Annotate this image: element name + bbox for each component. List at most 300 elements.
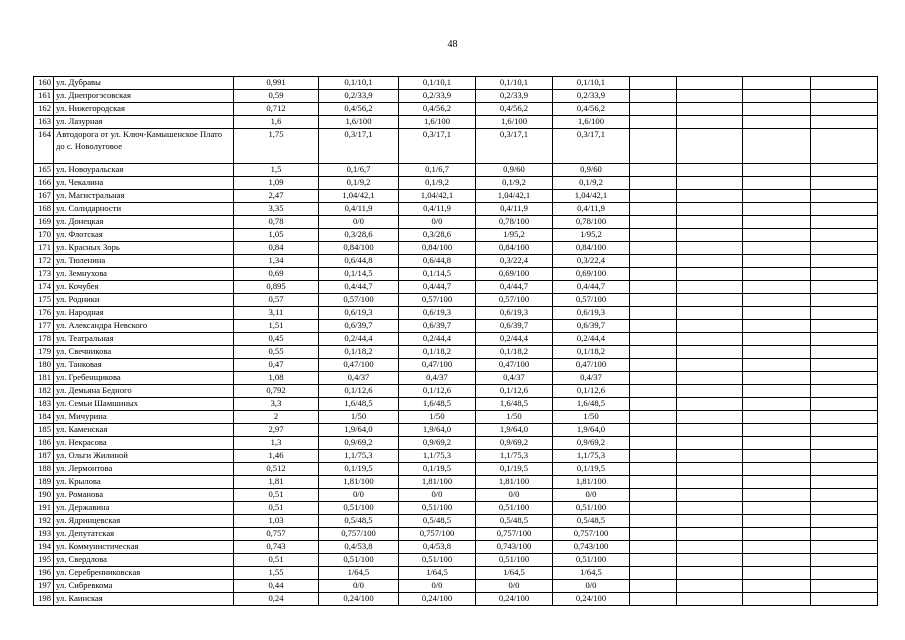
table-row bbox=[34, 333, 878, 346]
empty-cell bbox=[677, 346, 743, 359]
road-length: 0,84 bbox=[234, 242, 319, 255]
row-number: 188 bbox=[34, 463, 54, 476]
value-col-1: 0/0 bbox=[319, 580, 399, 593]
empty-cell bbox=[630, 229, 677, 242]
empty-cell bbox=[677, 437, 743, 450]
value-col-4: 0,4/44,7 bbox=[553, 281, 630, 294]
value-col-4: 1,6/100 bbox=[553, 116, 630, 129]
table-row bbox=[34, 463, 878, 476]
empty-cell bbox=[811, 190, 878, 203]
road-length: 0,743 bbox=[234, 541, 319, 554]
value-col-2: 0,57/100 bbox=[399, 294, 476, 307]
value-col-3: 0,6/39,7 bbox=[476, 320, 553, 333]
empty-cell bbox=[677, 90, 743, 103]
value-col-4: 0,1/12,6 bbox=[553, 385, 630, 398]
value-col-3: 0,9/60 bbox=[476, 164, 553, 177]
street-name: ул. Свердлова bbox=[54, 554, 234, 567]
value-col-1: 0,4/11,9 bbox=[319, 203, 399, 216]
empty-cell bbox=[630, 502, 677, 515]
street-name: ул. Кочубея bbox=[54, 281, 234, 294]
row-number: 186 bbox=[34, 437, 54, 450]
value-col-2: 0,3/17,1 bbox=[399, 129, 476, 164]
empty-cell bbox=[677, 385, 743, 398]
value-col-1: 1,81/100 bbox=[319, 476, 399, 489]
empty-cell bbox=[811, 268, 878, 281]
value-col-3: 0/0 bbox=[476, 580, 553, 593]
street-name: ул. Ольги Жилиной bbox=[54, 450, 234, 463]
empty-cell bbox=[743, 294, 811, 307]
value-col-4: 0,4/37 bbox=[553, 372, 630, 385]
value-col-4: 1/64,5 bbox=[553, 567, 630, 580]
empty-cell bbox=[811, 164, 878, 177]
empty-cell bbox=[743, 567, 811, 580]
value-col-2: 0/0 bbox=[399, 580, 476, 593]
value-col-4: 0,57/100 bbox=[553, 294, 630, 307]
value-col-2: 0/0 bbox=[399, 489, 476, 502]
street-name: ул. Народная bbox=[54, 307, 234, 320]
empty-cell bbox=[677, 281, 743, 294]
street-name: ул. Солидарности bbox=[54, 203, 234, 216]
empty-cell bbox=[677, 463, 743, 476]
value-col-4: 0,1/10,1 bbox=[553, 77, 630, 90]
table-row bbox=[34, 437, 878, 450]
empty-cell bbox=[743, 229, 811, 242]
table-row bbox=[34, 450, 878, 463]
row-number: 168 bbox=[34, 203, 54, 216]
empty-cell bbox=[743, 411, 811, 424]
table-row bbox=[34, 541, 878, 554]
value-col-3: 0,24/100 bbox=[476, 593, 553, 606]
street-name: ул. Некрасова bbox=[54, 437, 234, 450]
value-col-3: 0,3/17,1 bbox=[476, 129, 553, 164]
value-col-3: 0,2/33,9 bbox=[476, 90, 553, 103]
value-col-4: 0,9/60 bbox=[553, 164, 630, 177]
road-length: 1,75 bbox=[234, 129, 319, 164]
empty-cell bbox=[811, 320, 878, 333]
row-number: 179 bbox=[34, 346, 54, 359]
empty-cell bbox=[677, 203, 743, 216]
road-length: 0,44 bbox=[234, 580, 319, 593]
value-col-4: 0,78/100 bbox=[553, 216, 630, 229]
empty-cell bbox=[743, 90, 811, 103]
empty-cell bbox=[811, 216, 878, 229]
street-name: ул. Нижегородская bbox=[54, 103, 234, 116]
table-row bbox=[34, 489, 878, 502]
empty-cell bbox=[630, 255, 677, 268]
value-col-3: 0,9/69,2 bbox=[476, 437, 553, 450]
empty-cell bbox=[630, 164, 677, 177]
value-col-1: 0/0 bbox=[319, 216, 399, 229]
empty-cell bbox=[811, 229, 878, 242]
value-col-3: 0,1/19,5 bbox=[476, 463, 553, 476]
road-length: 1,81 bbox=[234, 476, 319, 489]
empty-cell bbox=[811, 450, 878, 463]
value-col-1: 1/64,5 bbox=[319, 567, 399, 580]
table-row bbox=[34, 411, 878, 424]
value-col-4: 0,47/100 bbox=[553, 359, 630, 372]
road-length: 1,51 bbox=[234, 320, 319, 333]
empty-cell bbox=[811, 346, 878, 359]
empty-cell bbox=[677, 450, 743, 463]
table-row bbox=[34, 580, 878, 593]
value-col-4: 0,757/100 bbox=[553, 528, 630, 541]
road-length: 0,51 bbox=[234, 554, 319, 567]
value-col-3: 0,51/100 bbox=[476, 554, 553, 567]
value-col-1: 0,1/18,2 bbox=[319, 346, 399, 359]
table-row bbox=[34, 567, 878, 580]
empty-cell bbox=[677, 116, 743, 129]
value-col-4: 0,69/100 bbox=[553, 268, 630, 281]
value-col-1: 0,1/6,7 bbox=[319, 164, 399, 177]
value-col-2: 0,757/100 bbox=[399, 528, 476, 541]
empty-cell bbox=[630, 528, 677, 541]
value-col-1: 0,4/37 bbox=[319, 372, 399, 385]
road-length: 1,09 bbox=[234, 177, 319, 190]
empty-cell bbox=[811, 567, 878, 580]
empty-cell bbox=[677, 229, 743, 242]
empty-cell bbox=[677, 77, 743, 90]
empty-cell bbox=[743, 385, 811, 398]
empty-cell bbox=[811, 463, 878, 476]
road-length: 1,34 bbox=[234, 255, 319, 268]
empty-cell bbox=[630, 385, 677, 398]
value-col-2: 1,6/100 bbox=[399, 116, 476, 129]
empty-cell bbox=[811, 294, 878, 307]
table-row bbox=[34, 268, 878, 281]
empty-cell bbox=[811, 372, 878, 385]
empty-cell bbox=[677, 359, 743, 372]
street-name: ул. Лермонтова bbox=[54, 463, 234, 476]
table-row bbox=[34, 294, 878, 307]
empty-cell bbox=[811, 90, 878, 103]
empty-cell bbox=[630, 424, 677, 437]
value-col-1: 0,9/69,2 bbox=[319, 437, 399, 450]
empty-cell bbox=[811, 528, 878, 541]
value-col-3: 0,1/10,1 bbox=[476, 77, 553, 90]
road-length: 3,3 bbox=[234, 398, 319, 411]
value-col-4: 0,4/11,9 bbox=[553, 203, 630, 216]
value-col-4: 1,1/75,3 bbox=[553, 450, 630, 463]
empty-cell bbox=[630, 216, 677, 229]
empty-cell bbox=[743, 268, 811, 281]
value-col-2: 0,6/39,7 bbox=[399, 320, 476, 333]
value-col-3: 0,4/56,2 bbox=[476, 103, 553, 116]
value-col-2: 0,2/33,9 bbox=[399, 90, 476, 103]
empty-cell bbox=[630, 307, 677, 320]
road-length: 0,69 bbox=[234, 268, 319, 281]
row-number: 173 bbox=[34, 268, 54, 281]
empty-cell bbox=[677, 411, 743, 424]
empty-cell bbox=[743, 528, 811, 541]
value-col-2: 1,81/100 bbox=[399, 476, 476, 489]
empty-cell bbox=[630, 281, 677, 294]
value-col-1: 0,4/56,2 bbox=[319, 103, 399, 116]
row-number: 184 bbox=[34, 411, 54, 424]
road-length: 0,757 bbox=[234, 528, 319, 541]
road-length: 1,08 bbox=[234, 372, 319, 385]
street-name: ул. Каменская bbox=[54, 424, 234, 437]
value-col-2: 0/0 bbox=[399, 216, 476, 229]
value-col-4: 1,9/64,0 bbox=[553, 424, 630, 437]
street-name: ул. Коммунистическая bbox=[54, 541, 234, 554]
value-col-3: 0,6/19,3 bbox=[476, 307, 553, 320]
street-name: ул. Донецкая bbox=[54, 216, 234, 229]
row-number: 165 bbox=[34, 164, 54, 177]
table-row bbox=[34, 177, 878, 190]
row-number: 181 bbox=[34, 372, 54, 385]
road-length: 1,46 bbox=[234, 450, 319, 463]
value-col-1: 0,6/19,3 bbox=[319, 307, 399, 320]
value-col-2: 0,24/100 bbox=[399, 593, 476, 606]
street-name: ул. Серебренниковская bbox=[54, 567, 234, 580]
road-length: 0,512 bbox=[234, 463, 319, 476]
street-name: ул. Лазурная bbox=[54, 116, 234, 129]
row-number: 194 bbox=[34, 541, 54, 554]
empty-cell bbox=[630, 476, 677, 489]
empty-cell bbox=[743, 489, 811, 502]
table-row bbox=[34, 385, 878, 398]
table-row bbox=[34, 116, 878, 129]
street-name: ул. Танковая bbox=[54, 359, 234, 372]
row-number: 172 bbox=[34, 255, 54, 268]
value-col-1: 0,4/53,8 bbox=[319, 541, 399, 554]
row-number: 177 bbox=[34, 320, 54, 333]
empty-cell bbox=[743, 307, 811, 320]
empty-cell bbox=[630, 203, 677, 216]
empty-cell bbox=[811, 411, 878, 424]
empty-cell bbox=[743, 541, 811, 554]
value-col-4: 0,3/22,4 bbox=[553, 255, 630, 268]
road-length: 0,51 bbox=[234, 502, 319, 515]
value-col-1: 0,24/100 bbox=[319, 593, 399, 606]
empty-cell bbox=[677, 320, 743, 333]
empty-cell bbox=[743, 359, 811, 372]
empty-cell bbox=[677, 567, 743, 580]
street-name: ул. Дубравы bbox=[54, 77, 234, 90]
empty-cell bbox=[743, 515, 811, 528]
value-col-4: 0,6/19,3 bbox=[553, 307, 630, 320]
value-col-2: 0,5/48,5 bbox=[399, 515, 476, 528]
table-row bbox=[34, 359, 878, 372]
value-col-3: 1,81/100 bbox=[476, 476, 553, 489]
empty-cell bbox=[743, 398, 811, 411]
value-col-2: 0,1/6,7 bbox=[399, 164, 476, 177]
empty-cell bbox=[630, 129, 677, 164]
value-col-3: 0,1/18,2 bbox=[476, 346, 553, 359]
value-col-2: 0,3/28,6 bbox=[399, 229, 476, 242]
street-name: ул. Флотская bbox=[54, 229, 234, 242]
table-row bbox=[34, 502, 878, 515]
street-name: ул. Тюленина bbox=[54, 255, 234, 268]
empty-cell bbox=[743, 103, 811, 116]
value-col-2: 1,6/48,5 bbox=[399, 398, 476, 411]
value-col-4: 0,51/100 bbox=[553, 554, 630, 567]
empty-cell bbox=[811, 593, 878, 606]
empty-cell bbox=[630, 359, 677, 372]
value-col-3: 0,4/44,7 bbox=[476, 281, 553, 294]
empty-cell bbox=[811, 476, 878, 489]
table-row bbox=[34, 103, 878, 116]
value-col-4: 0,1/19,5 bbox=[553, 463, 630, 476]
value-col-2: 0,4/53,8 bbox=[399, 541, 476, 554]
empty-cell bbox=[630, 489, 677, 502]
value-col-4: 1,6/48,5 bbox=[553, 398, 630, 411]
empty-cell bbox=[743, 177, 811, 190]
empty-cell bbox=[743, 372, 811, 385]
street-name: ул. Магистральная bbox=[54, 190, 234, 203]
page-number: 48 bbox=[447, 39, 458, 50]
value-col-2: 1,1/75,3 bbox=[399, 450, 476, 463]
table-row bbox=[34, 398, 878, 411]
road-length: 1,3 bbox=[234, 437, 319, 450]
road-length: 0,45 bbox=[234, 333, 319, 346]
empty-cell bbox=[677, 502, 743, 515]
empty-cell bbox=[630, 593, 677, 606]
value-col-3: 0,743/100 bbox=[476, 541, 553, 554]
road-length: 0,991 bbox=[234, 77, 319, 90]
table-row bbox=[34, 424, 878, 437]
row-number: 163 bbox=[34, 116, 54, 129]
value-col-3: 0,4/11,9 bbox=[476, 203, 553, 216]
value-col-1: 0,6/44,8 bbox=[319, 255, 399, 268]
row-number: 191 bbox=[34, 502, 54, 515]
empty-cell bbox=[811, 437, 878, 450]
row-number: 193 bbox=[34, 528, 54, 541]
row-number: 178 bbox=[34, 333, 54, 346]
empty-cell bbox=[811, 541, 878, 554]
value-col-3: 0,84/100 bbox=[476, 242, 553, 255]
value-col-3: 1,1/75,3 bbox=[476, 450, 553, 463]
value-col-3: 1/95,2 bbox=[476, 229, 553, 242]
empty-cell bbox=[630, 268, 677, 281]
empty-cell bbox=[677, 554, 743, 567]
value-col-1: 0/0 bbox=[319, 489, 399, 502]
row-number: 189 bbox=[34, 476, 54, 489]
value-col-1: 0,2/44,4 bbox=[319, 333, 399, 346]
table-body bbox=[34, 77, 878, 606]
value-col-4: 0,2/33,9 bbox=[553, 90, 630, 103]
value-col-4: 0/0 bbox=[553, 489, 630, 502]
road-length: 1,6 bbox=[234, 116, 319, 129]
empty-cell bbox=[811, 398, 878, 411]
row-number: 187 bbox=[34, 450, 54, 463]
value-col-3: 0,1/12,6 bbox=[476, 385, 553, 398]
empty-cell bbox=[677, 398, 743, 411]
empty-cell bbox=[743, 129, 811, 164]
table-row bbox=[34, 320, 878, 333]
empty-cell bbox=[630, 177, 677, 190]
road-length: 0,78 bbox=[234, 216, 319, 229]
road-length: 1,05 bbox=[234, 229, 319, 242]
value-col-3: 1,6/48,5 bbox=[476, 398, 553, 411]
road-length: 0,712 bbox=[234, 103, 319, 116]
value-col-2: 0,6/19,3 bbox=[399, 307, 476, 320]
empty-cell bbox=[630, 90, 677, 103]
value-col-1: 1,6/48,5 bbox=[319, 398, 399, 411]
value-col-4: 0,743/100 bbox=[553, 541, 630, 554]
street-name: ул. Каинская bbox=[54, 593, 234, 606]
value-col-1: 0,3/28,6 bbox=[319, 229, 399, 242]
value-col-1: 0,51/100 bbox=[319, 502, 399, 515]
row-number: 170 bbox=[34, 229, 54, 242]
empty-cell bbox=[743, 580, 811, 593]
value-col-2: 1,04/42,1 bbox=[399, 190, 476, 203]
table-row bbox=[34, 203, 878, 216]
empty-cell bbox=[677, 255, 743, 268]
empty-cell bbox=[677, 541, 743, 554]
empty-cell bbox=[677, 216, 743, 229]
empty-cell bbox=[677, 242, 743, 255]
row-number: 196 bbox=[34, 567, 54, 580]
value-col-4: 1/50 bbox=[553, 411, 630, 424]
value-col-1: 0,1/14,5 bbox=[319, 268, 399, 281]
table-row bbox=[34, 229, 878, 242]
table-row bbox=[34, 190, 878, 203]
value-col-3: 0,757/100 bbox=[476, 528, 553, 541]
empty-cell bbox=[677, 164, 743, 177]
empty-cell bbox=[630, 333, 677, 346]
value-col-2: 0,4/11,9 bbox=[399, 203, 476, 216]
table-row bbox=[34, 164, 878, 177]
empty-cell bbox=[630, 567, 677, 580]
value-col-1: 0,47/100 bbox=[319, 359, 399, 372]
row-number: 169 bbox=[34, 216, 54, 229]
street-name: ул. Родники bbox=[54, 294, 234, 307]
empty-cell bbox=[743, 424, 811, 437]
value-col-2: 0,51/100 bbox=[399, 502, 476, 515]
table-row bbox=[34, 307, 878, 320]
empty-cell bbox=[743, 450, 811, 463]
empty-cell bbox=[677, 476, 743, 489]
table-row bbox=[34, 216, 878, 229]
empty-cell bbox=[677, 489, 743, 502]
value-col-2: 0,4/56,2 bbox=[399, 103, 476, 116]
table-row bbox=[34, 528, 878, 541]
value-col-3: 0,69/100 bbox=[476, 268, 553, 281]
empty-cell bbox=[811, 502, 878, 515]
street-name: ул. Днепрогэсовская bbox=[54, 90, 234, 103]
empty-cell bbox=[743, 255, 811, 268]
value-col-4: 0,5/48,5 bbox=[553, 515, 630, 528]
table-row bbox=[34, 77, 878, 90]
empty-cell bbox=[811, 255, 878, 268]
value-col-4: 0,84/100 bbox=[553, 242, 630, 255]
empty-cell bbox=[630, 541, 677, 554]
empty-cell bbox=[811, 580, 878, 593]
row-number: 195 bbox=[34, 554, 54, 567]
value-col-4: 0,24/100 bbox=[553, 593, 630, 606]
road-length: 0,24 bbox=[234, 593, 319, 606]
empty-cell bbox=[630, 103, 677, 116]
road-length: 3,11 bbox=[234, 307, 319, 320]
value-col-3: 0,1/9,2 bbox=[476, 177, 553, 190]
value-col-1: 0,1/19,5 bbox=[319, 463, 399, 476]
street-name: ул. Гребенщикова bbox=[54, 372, 234, 385]
value-col-1: 0,6/39,7 bbox=[319, 320, 399, 333]
value-col-1: 0,5/48,5 bbox=[319, 515, 399, 528]
value-col-1: 1,6/100 bbox=[319, 116, 399, 129]
value-col-3: 0,3/22,4 bbox=[476, 255, 553, 268]
empty-cell bbox=[677, 190, 743, 203]
street-name: ул. Депутатская bbox=[54, 528, 234, 541]
empty-cell bbox=[677, 103, 743, 116]
value-col-1: 0,1/12,6 bbox=[319, 385, 399, 398]
row-number: 180 bbox=[34, 359, 54, 372]
empty-cell bbox=[677, 593, 743, 606]
value-col-3: 0,4/37 bbox=[476, 372, 553, 385]
empty-cell bbox=[743, 164, 811, 177]
value-col-3: 1/50 bbox=[476, 411, 553, 424]
